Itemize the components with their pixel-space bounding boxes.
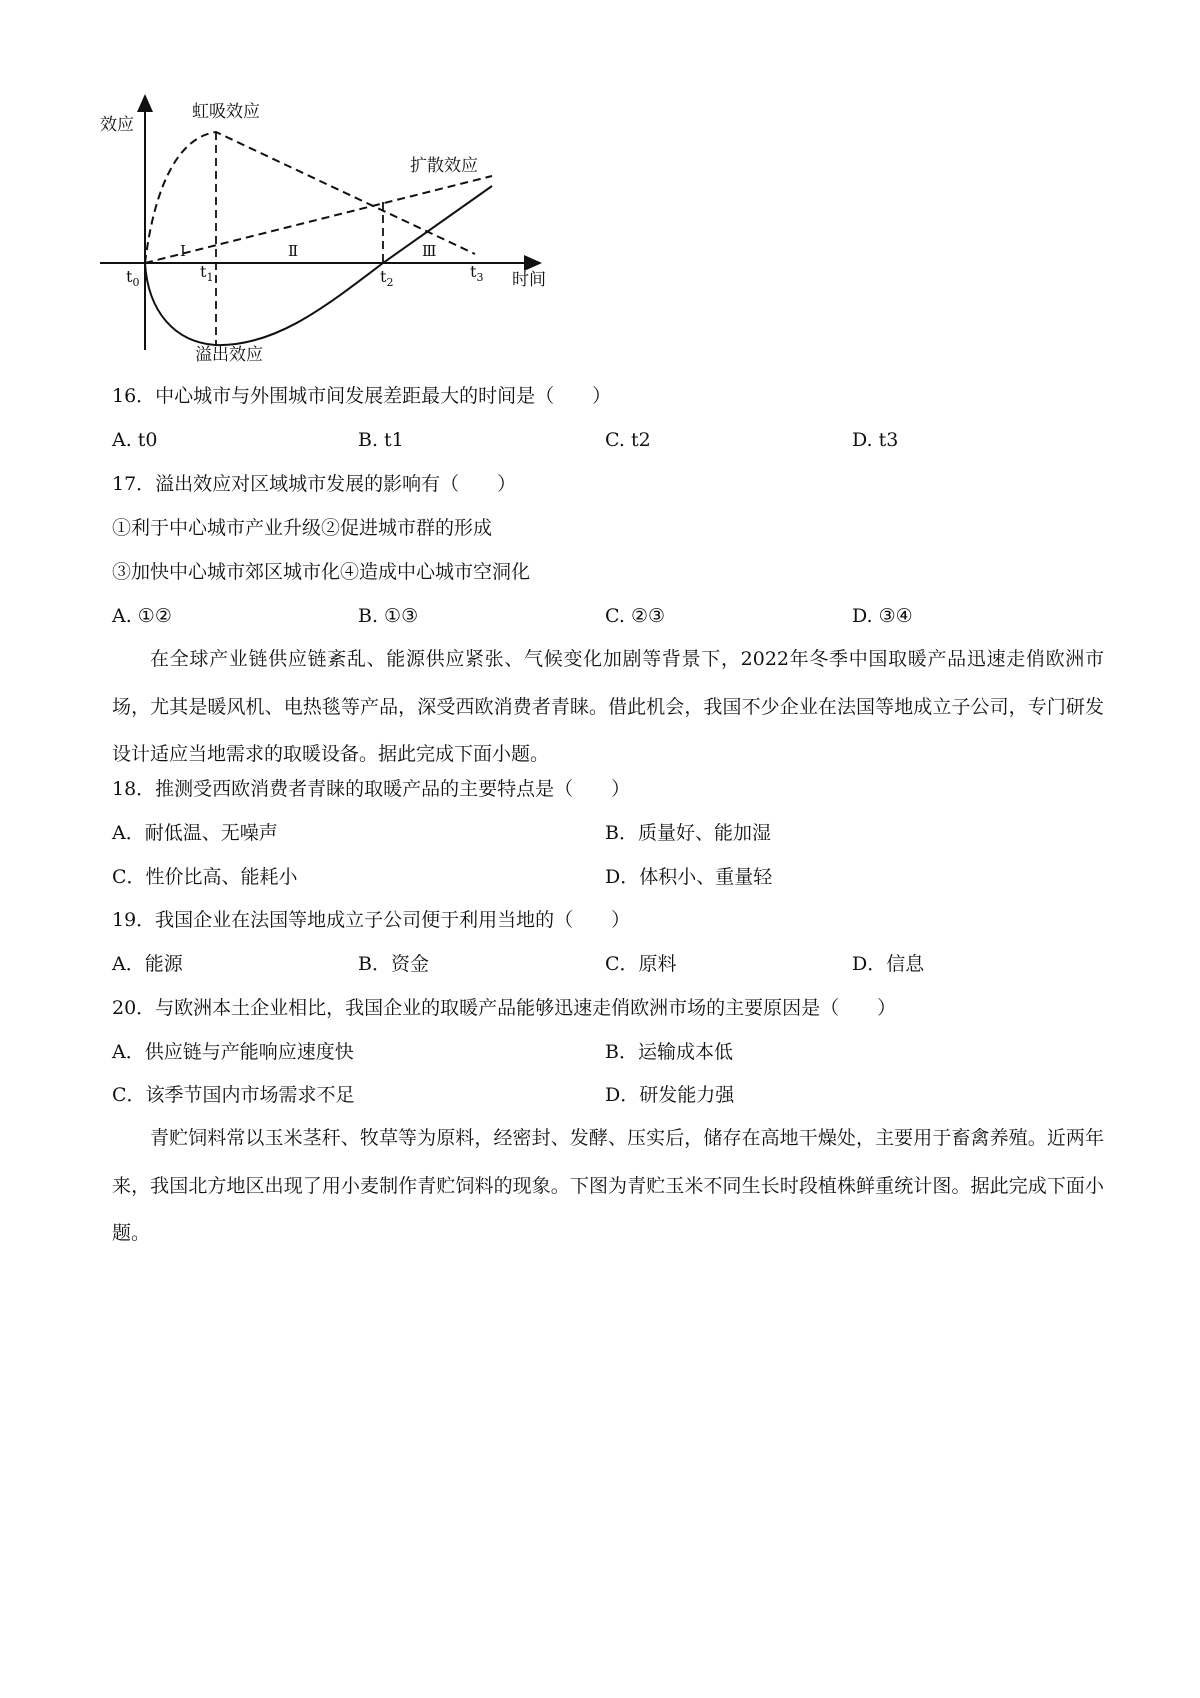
passage-silage: 青贮饲料常以玉米茎秆、牧草等为原料，经密封、发酵、压实后，储存在高地干燥处，主要用于畜禽养殖。近两年来，我国北方地区出现了用小麦制作青贮饲料的现象。下图为青贮玉米不同生长时段植株鲜重统计图。据此完成下面小题。: [112, 1127, 1104, 1244]
q17-option-d[interactable]: D. ③④: [852, 605, 913, 627]
stage-3-label: Ⅲ: [422, 242, 437, 260]
question-16-stem: 16．中心城市与外围城市间发展差距最大的时间是（ ）: [112, 385, 612, 407]
q16-option-c[interactable]: C. t2: [605, 429, 651, 451]
q17-option-a[interactable]: A. ①②: [112, 605, 172, 627]
q18-option-b[interactable]: B．质量好、能加湿: [605, 822, 771, 844]
q20-option-b[interactable]: B．运输成本低: [605, 1041, 733, 1063]
stage-2-label: Ⅱ: [288, 242, 299, 260]
q17-statement-2: ③加快中心城市郊区城市化④造成中心城市空洞化: [112, 561, 531, 583]
stage-1-label: Ⅰ: [180, 242, 186, 260]
x-axis-label: 时间: [512, 270, 546, 290]
question-17-stem: 17．溢出效应对区域城市发展的影响有（ ）: [112, 473, 517, 495]
tick-t1: $t_1$: [200, 262, 214, 284]
q19-option-d[interactable]: D．信息: [852, 953, 925, 975]
q16-option-b[interactable]: B. t1: [358, 429, 404, 451]
q18-option-c[interactable]: C．性价比高、能耗小: [112, 866, 298, 888]
q16-option-a[interactable]: A. t0: [112, 429, 158, 451]
q19-option-b[interactable]: B．资金: [358, 953, 429, 975]
q18-option-a[interactable]: A．耐低温、无噪声: [112, 822, 278, 844]
passage-heating-products: 在全球产业链供应链紊乱、能源供应紧张、气候变化加剧等背景下，2022年冬季中国取暖产品迅速走俏欧洲市场，尤其是暖风机、电热毯等产品，深受西欧消费者青睐。借此机会，我国不少企业在法国等地成立子公司，专门研发设计适应当地需求的取暖设备。据此完成下面小题。: [112, 648, 1104, 765]
q20-option-c[interactable]: C．该季节国内市场需求不足: [112, 1084, 355, 1106]
siphon-label: 虹吸效应: [192, 102, 260, 122]
tick-t2: $t_2$: [380, 267, 394, 289]
effect-diagram: [100, 92, 620, 412]
q18-option-d[interactable]: D．体积小、重量轻: [605, 866, 773, 888]
diffusion-line: [145, 176, 492, 263]
spillover-curve: [145, 186, 492, 345]
q20-option-d[interactable]: D．研发能力强: [605, 1084, 735, 1106]
q17-option-b[interactable]: B. ①③: [358, 605, 419, 627]
diffusion-label: 扩散效应: [410, 156, 478, 176]
q20-option-a[interactable]: A．供应链与产能响应速度快: [112, 1041, 354, 1063]
q19-option-a[interactable]: A．能源: [112, 953, 183, 975]
q19-option-c[interactable]: C．原料: [605, 953, 677, 975]
effect-diagram-svg: [100, 92, 620, 412]
question-20-stem: 20．与欧洲本土企业相比，我国企业的取暖产品能够迅速走俏欧洲市场的主要原因是（ ）: [112, 997, 897, 1019]
tick-t0: $t_0$: [126, 267, 140, 289]
question-19-stem: 19．我国企业在法国等地成立子公司便于利用当地的（ ）: [112, 909, 631, 931]
q16-option-d[interactable]: D. t3: [852, 429, 899, 451]
y-axis-label: 效应: [100, 115, 134, 135]
spillover-label: 溢出效应: [195, 345, 263, 365]
q17-statement-1: ①利于中心城市产业升级②促进城市群的形成: [112, 517, 493, 539]
question-18-stem: 18．推测受西欧消费者青睐的取暖产品的主要特点是（ ）: [112, 778, 631, 800]
q17-option-c[interactable]: C. ②③: [605, 605, 666, 627]
tick-t3: $t_3$: [470, 262, 484, 284]
